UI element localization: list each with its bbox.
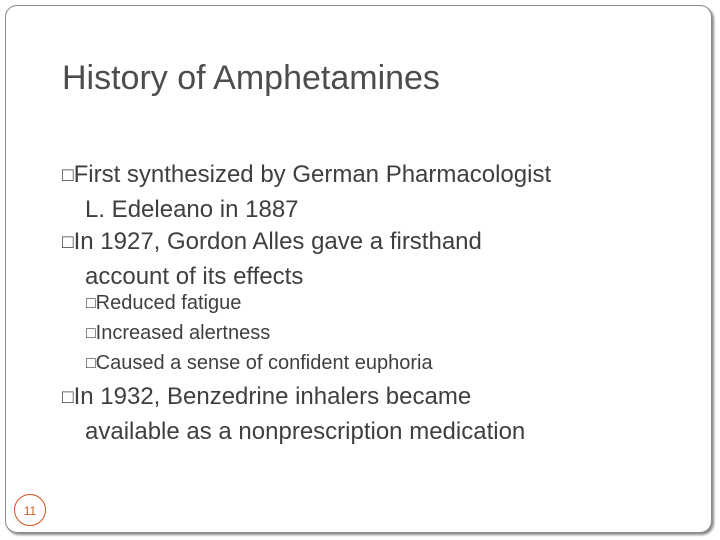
slide-number-badge: 11: [14, 494, 46, 526]
bullet-text-line: First synthesized by German Pharmacologist: [73, 161, 552, 188]
bullet-icon: □: [86, 295, 96, 313]
bullet-item-2: [62, 225, 482, 294]
bullet-text-continuation: L. Edeleano in 1887: [85, 196, 299, 224]
bullet-icon: □: [62, 232, 74, 254]
bullet-text-line: In 1927, Gordon Alles gave a firsthand: [73, 228, 482, 255]
sub-bullet-item-1: [86, 288, 241, 319]
bullet-text-line: Caused a sense of confident euphoria: [95, 352, 433, 374]
bullet-text-line: Reduced fatigue: [95, 292, 242, 314]
bullet-icon: □: [62, 165, 74, 187]
bullet-icon: □: [86, 325, 96, 343]
slide-title: History of Amphetamines: [62, 59, 440, 97]
bullet-text-line: In 1932, Benzedrine inhalers became: [73, 383, 472, 410]
bullet-text-continuation: account of its effects: [85, 263, 304, 291]
sub-bullet-item-2: [86, 318, 270, 349]
sub-bullet-item-3: [86, 348, 433, 379]
bullet-text-line: Increased alertness: [95, 322, 271, 344]
bullet-item-3: [62, 380, 525, 449]
bullet-text-continuation: available as a nonprescription medication: [85, 418, 526, 446]
bullet-icon: □: [62, 387, 74, 409]
bullet-icon: □: [86, 355, 96, 373]
bullet-item-1: [62, 158, 551, 227]
